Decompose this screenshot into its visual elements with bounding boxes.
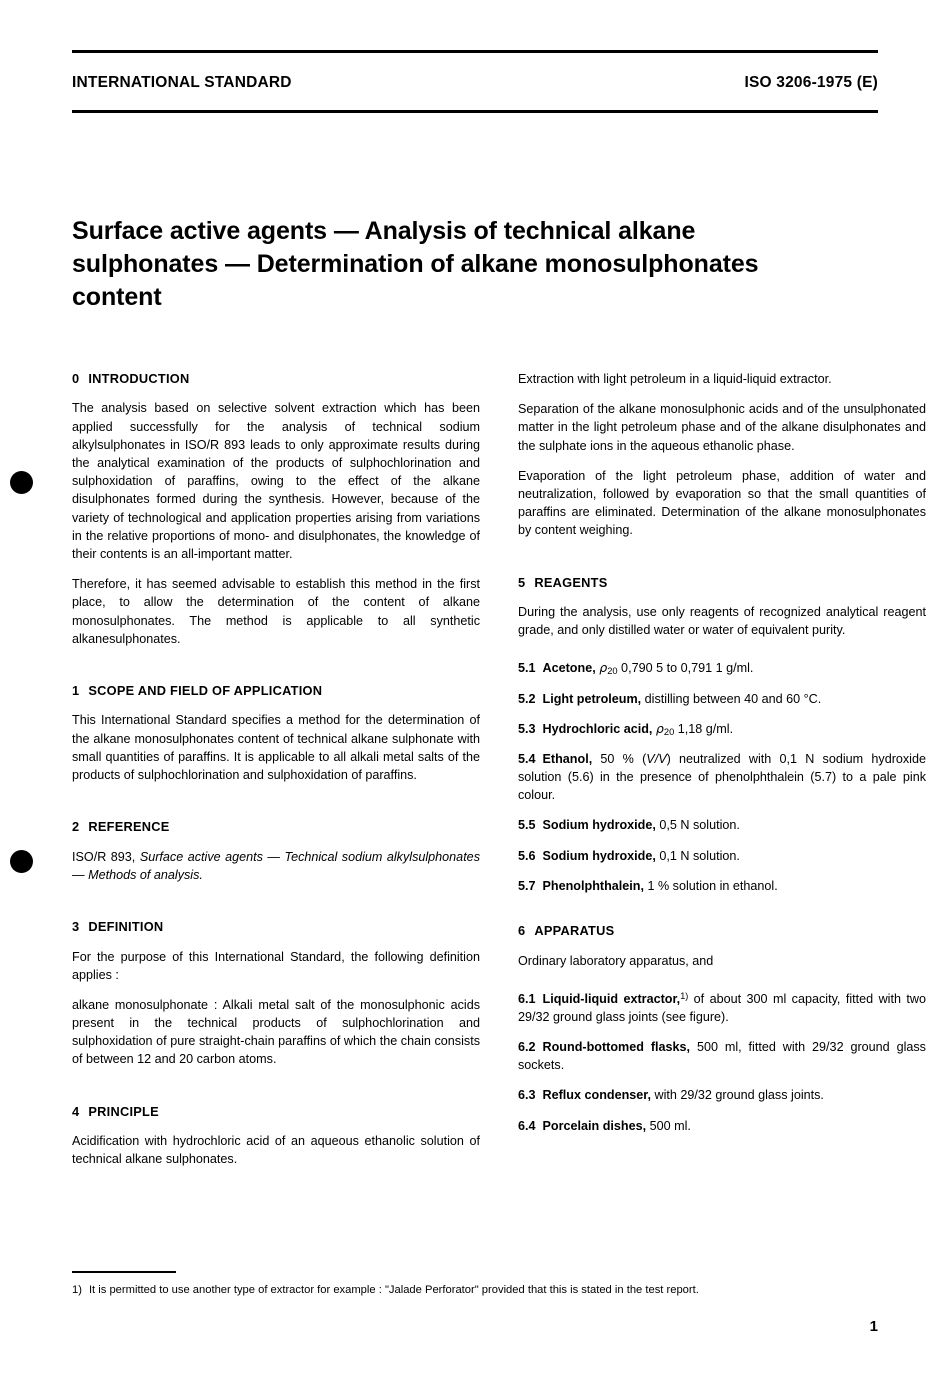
reference-id: ISO/R 893, (72, 849, 140, 864)
reagent-item (518, 690, 926, 708)
section-title: REAGENTS (534, 574, 608, 590)
section-heading-apparatus (518, 922, 926, 940)
reagent-spec: distilling between 40 and 60 °C. (641, 691, 822, 706)
density-subscript: 20 (607, 666, 618, 677)
apparatus-item (518, 1117, 926, 1135)
reagent-number: 5.6 (518, 848, 536, 863)
section-title: REFERENCE (88, 819, 170, 835)
apparatus-spec: 500 ml, fitted with 29/32 ground glass sockets. (518, 1040, 926, 1073)
section-number: 5 (518, 574, 526, 590)
section-number: 2 (72, 819, 80, 835)
reagent-item (518, 847, 926, 865)
standard-number-label: ISO 3206-1975 (E) (744, 74, 878, 91)
reagent-item (518, 720, 926, 738)
section-heading-reference (72, 818, 480, 836)
section-heading-principle (72, 1103, 480, 1121)
section-number: 4 (72, 1103, 80, 1119)
definition-paragraph-1: For the purpose of this International Standard, the following definition applies : (72, 949, 480, 982)
reagent-spec-a: 50 % ( (592, 751, 647, 766)
reagent-name: Sodium hydroxide, (542, 818, 656, 833)
apparatus-number: 6.2 (518, 1040, 536, 1055)
section-heading-scope (72, 682, 480, 700)
list-spacer (518, 651, 926, 659)
reagent-spec: 0,5 N solution. (655, 818, 740, 833)
section-spacer (72, 1081, 480, 1103)
density-symbol: ρ (655, 720, 664, 736)
reagent-item (518, 750, 926, 805)
density-symbol: ρ (599, 660, 608, 676)
section-heading-reagents (518, 574, 926, 592)
reagent-name: Ethanol, (542, 751, 593, 766)
principle-paragraph-1: Acidification with hydrochloric acid of an aqueous ethanolic solution of technical alkane sulphonates. (72, 1134, 480, 1167)
definition-term-entry (72, 996, 480, 1069)
footnote-text: It is permitted to use another type of extractor for example : "Jalade Perforator" provided that this is stated in the test report. (88, 1284, 699, 1296)
section-spacer (72, 896, 480, 918)
section-title: PRINCIPLE (88, 1103, 159, 1119)
footnote-marker: 1) (680, 990, 689, 1001)
footnote (72, 1283, 878, 1298)
principle-paragraph-2: Extraction with light petroleum in a liquid-liquid extractor. (518, 372, 832, 386)
reagent-item (518, 877, 926, 895)
header-rule-bottom (72, 110, 878, 113)
principle-paragraph-3: Separation of the alkane monosulphonic acids and of the unsulphonated matter in the light petroleum phase and of the alkane disulphonates and the sulphate ions in the aqueous ethanolic phase. (518, 402, 926, 453)
intro-paragraph-1: The analysis based on selective solvent extraction which has been applied successfully for the analysis of technical sodium alkylsulphonates in ISO/R 893 leads to only approximate results during the analytical examination of the products of sulphochlorination and sulphoxidation of paraffins, owing to the effect of the alkane disulphonates formed during the synthesis. However, because of the variety of technological and application properties arising from variations in the relative proportions of mono- and disulphonates, the knowledge of their contents is an all-important matter. (72, 401, 480, 561)
apparatus-item (518, 990, 926, 1026)
section-number: 0 (72, 371, 80, 386)
apparatus-spec: 500 ml. (646, 1118, 691, 1133)
reagent-item (518, 659, 926, 677)
section-spacer (72, 796, 480, 818)
page-number: 1 (869, 1318, 878, 1335)
apparatus-number: 6.4 (518, 1118, 536, 1133)
reagent-spec: 1 % solution in ethanol. (643, 878, 778, 893)
apparatus-number: 6.3 (518, 1088, 536, 1103)
right-column (518, 370, 926, 1147)
section-title: APPARATUS (534, 923, 615, 939)
section-spacer (518, 552, 926, 574)
reagents-intro: During the analysis, use only reagents of recognized analytical reagent grade, and only distilled water or water of equivalent purity. (518, 604, 926, 638)
reagent-spec: 1,18 g/ml. (674, 721, 734, 736)
document-header (72, 70, 878, 96)
apparatus-intro: Ordinary laboratory apparatus, and (518, 953, 714, 968)
list-spacer (518, 982, 926, 990)
reagent-name: Sodium hydroxide, (542, 848, 656, 863)
section-number: 3 (72, 919, 80, 935)
section-title: INTRODUCTION (88, 371, 190, 386)
apparatus-item (518, 1086, 926, 1104)
reagent-number: 5.2 (518, 691, 536, 706)
density-subscript: 20 (663, 726, 675, 737)
section-heading-definition (72, 918, 480, 936)
reference-entry (72, 848, 480, 884)
apparatus-spec: of about 300 ml capacity, fitted with two 29/32 ground glass joints (see figure). (518, 991, 926, 1024)
reagent-name: Phenolphthalein, (542, 878, 644, 893)
page-title: Surface active agents — Analysis of technical alkane sulphonates — Determination of alkane monosulphonates content (72, 216, 759, 312)
apparatus-item (518, 1038, 926, 1074)
reagent-spec-b: ) neutralized with 0,1 N sodium hydroxide solution (5.6) in the presence of phenolphthalein (5.7) to a pale pink colour. (518, 751, 926, 803)
footnote-separator (72, 1271, 176, 1273)
reagent-number: 5.7 (518, 878, 536, 893)
binding-mark-icon (10, 850, 33, 873)
header-rule-top (72, 50, 878, 53)
standard-type-label: INTERNATIONAL STANDARD (72, 74, 292, 91)
reference-title: Surface active agents — Technical sodium alkylsulphonates — Methods of analysis. (72, 849, 480, 882)
reagent-item (518, 816, 926, 834)
section-title: SCOPE AND FIELD OF APPLICATION (88, 682, 323, 698)
principle-paragraph-4: Evaporation of the light petroleum phase, addition of water and neutralization, followed by evaporation so that the small quantities of paraffins are eliminated. Determination of the alkane monosulphonates by content weighing. (518, 468, 926, 538)
reagent-number: 5.3 (518, 721, 536, 736)
section-spacer (518, 907, 926, 922)
section-title: DEFINITION (88, 919, 164, 935)
definition-term: alkane monosulphonate (72, 997, 209, 1012)
reagent-number: 5.1 (518, 661, 536, 676)
section-number: 1 (72, 682, 80, 698)
apparatus-name: Liquid-liquid extractor, (542, 991, 681, 1006)
reagent-spec: 0,1 N solution. (655, 848, 740, 863)
reagent-number: 5.5 (518, 818, 536, 833)
definition-text: : Alkali metal salt of the monosulphonic acids present in the technical products of sulphochlorination and sulphoxidation of pure straight-chain paraffins of which the chain consists of between 12 and 20 carbon atoms. (72, 997, 480, 1067)
section-heading-introduction (72, 370, 480, 388)
apparatus-name: Porcelain dishes, (542, 1118, 647, 1133)
section-spacer (72, 660, 480, 682)
section-number: 6 (518, 923, 526, 939)
binding-mark-icon (10, 471, 33, 494)
reagent-number: 5.4 (518, 751, 536, 766)
reagent-name: Light petroleum, (542, 691, 642, 706)
left-column (72, 370, 480, 1168)
apparatus-name: Reflux condenser, (542, 1088, 651, 1103)
apparatus-number: 6.1 (518, 991, 536, 1006)
scope-paragraph-1: This International Standard specifies a method for the determination of the alkane monosulphonates content of technical alkane sulphonate with small quantities of paraffins. It is applicable to all alkali metal salts of the products of sulphochlorination and sulphoxidation of paraffins. (72, 713, 480, 782)
apparatus-spec: with 29/32 ground glass joints. (651, 1088, 824, 1103)
intro-paragraph-2: Therefore, it has seemed advisable to establish this method in the first place, to allow the determination of the content of alkane monosulphonates. The method is applicable to all synthetic alkanesulphonates. (72, 577, 480, 646)
reagent-spec: 0,790 5 to 0,791 1 g/ml. (617, 661, 754, 676)
volume-ratio-symbol: V/V (646, 751, 667, 766)
reagent-name: Acetone, (542, 661, 596, 676)
apparatus-name: Round-bottomed flasks, (542, 1040, 691, 1055)
footnote-number: 1) (72, 1284, 82, 1296)
reagent-name: Hydrochloric acid, (542, 721, 653, 736)
